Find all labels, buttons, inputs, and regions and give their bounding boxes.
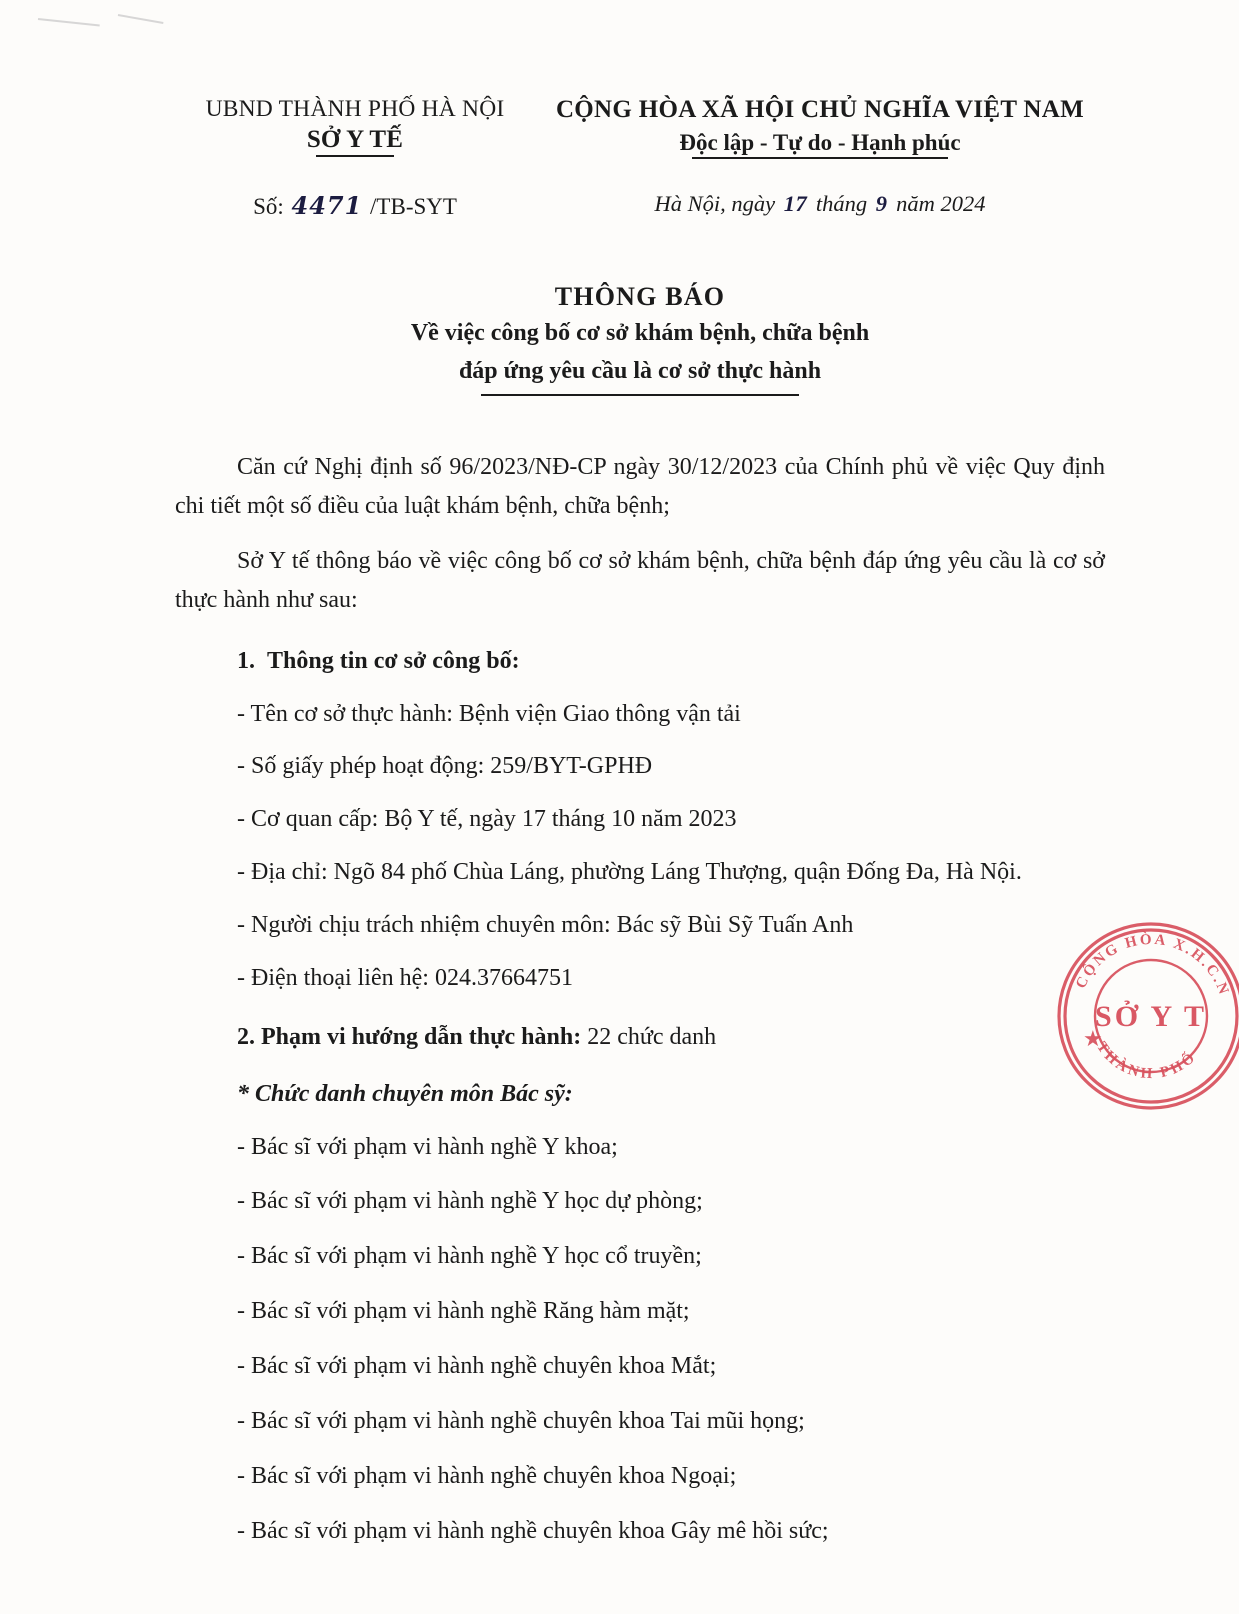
svg-text:THÀNH PHỐ: THÀNH PHỐ bbox=[1093, 1039, 1201, 1083]
date-month-label: tháng bbox=[815, 191, 868, 216]
number-suffix: /TB-SYT bbox=[370, 194, 457, 219]
org-name-label: SỞ Y TẾ bbox=[301, 126, 409, 156]
place-date-block bbox=[535, 191, 1105, 220]
number-value: 4471 bbox=[291, 191, 363, 220]
date-month-value: 9 bbox=[875, 191, 888, 216]
title-subline-1: Về việc công bố cơ sở khám bệnh, chữa bệnh bbox=[410, 320, 870, 346]
list-item: - Bác sĩ với phạm vi hành nghề Y học dự phòng; bbox=[237, 1188, 703, 1215]
facility-name-item: - Tên cơ sở thực hành: Bệnh viện Giao thông vận tải bbox=[237, 700, 741, 727]
section-2-title: Phạm vi hướng dẫn thực hành: bbox=[261, 1023, 582, 1050]
address-item: - Địa chỉ: Ngõ 84 phố Chùa Láng, phường Láng Thượng, quận Đống Đa, Hà Nội. bbox=[237, 859, 1022, 886]
responsible-person-item: - Người chịu trách nhiệm chuyên môn: Bác sỹ Bùi Sỹ Tuấn Anh bbox=[237, 912, 854, 939]
paragraph-announcement: Sở Y tế thông báo về việc công bố cơ sở khám bệnh, chữa bệnh đáp ứng yêu cầu là cơ sở thực hành như sau: bbox=[175, 547, 1105, 613]
national-heading-block bbox=[535, 96, 1105, 159]
issuing-agency-item: - Cơ quan cấp: Bộ Y tế, ngày 17 tháng 10 năm 2023 bbox=[237, 806, 737, 833]
title-divider bbox=[481, 394, 799, 396]
role-group-heading: * Chức danh chuyên môn Bác sỹ: bbox=[237, 1080, 573, 1107]
paragraph-legal-basis: Căn cứ Nghị định số 96/2023/NĐ-CP ngày 30/12/2023 của Chính phủ về việc Quy định chi tiết một số điều của luật khám bệnh, chữa bệnh; bbox=[175, 454, 1105, 520]
list-item: - Bác sĩ với phạm vi hành nghề chuyên khoa Ngoại; bbox=[237, 1462, 737, 1489]
document-title-block bbox=[175, 282, 1105, 396]
section-1-title: Thông tin cơ sở công bố: bbox=[267, 647, 520, 674]
section-1-number: 1. bbox=[237, 647, 255, 674]
document-header bbox=[175, 0, 1105, 159]
list-item: - Bác sĩ với phạm vi hành nghề chuyên khoa Gây mê hồi sức; bbox=[237, 1517, 829, 1544]
date-year-label: năm bbox=[896, 191, 935, 216]
page-title: THÔNG BÁO bbox=[554, 282, 726, 311]
issuing-authority-block bbox=[175, 96, 535, 159]
national-motto-label: Độc lập - Tự do - Hạnh phúc bbox=[671, 130, 968, 159]
list-item: - Bác sĩ với phạm vi hành nghề Y khoa; bbox=[237, 1133, 618, 1160]
document-content bbox=[175, 0, 1105, 1567]
title-subline-2: đáp ứng yêu cầu là cơ sở thực hành bbox=[458, 357, 822, 384]
license-number-item: - Số giấy phép hoạt động: 259/BYT-GPHĐ bbox=[237, 753, 653, 780]
svg-text:CỘNG HÒA X.H.C.N: CỘNG HÒA X.H.C.N bbox=[1073, 931, 1233, 999]
date-day-value: 17 bbox=[783, 191, 808, 216]
phone-item: - Điện thoại liên hệ: 024.37664751 bbox=[237, 964, 573, 991]
document-number-block bbox=[175, 191, 535, 220]
nation-title-label: CỘNG HÒA XÃ HỘI CHỦ NGHĨA VIỆT NAM bbox=[555, 96, 1085, 123]
section-2-value: 22 chức danh bbox=[587, 1023, 717, 1050]
scan-artifact-icon bbox=[118, 14, 164, 24]
number-label: Số: bbox=[253, 194, 284, 219]
list-item: - Bác sĩ với phạm vi hành nghề Răng hàm mặt; bbox=[237, 1298, 690, 1325]
org-parent-label: UBND THÀNH PHỐ HÀ NỘI bbox=[205, 96, 505, 122]
place-date-prefix: Hà Nội, ngày bbox=[654, 191, 776, 216]
document-body bbox=[175, 448, 1105, 1550]
document-meta-row bbox=[175, 191, 1105, 220]
list-item: - Bác sĩ với phạm vi hành nghề chuyên khoa Mắt; bbox=[237, 1353, 717, 1380]
date-year-value: 2024 bbox=[940, 191, 986, 216]
list-item: - Bác sĩ với phạm vi hành nghề Y học cổ truyền; bbox=[237, 1243, 702, 1270]
scan-artifact-icon bbox=[38, 18, 100, 26]
list-item: - Bác sĩ với phạm vi hành nghề chuyên khoa Tai mũi họng; bbox=[237, 1407, 805, 1434]
svg-text:★: ★ bbox=[1083, 1026, 1103, 1051]
section-1-heading bbox=[175, 642, 1105, 681]
section-2-heading bbox=[175, 1018, 1105, 1057]
section-2-number: 2. bbox=[237, 1023, 255, 1050]
svg-text:SỞ Y T: SỞ Y T bbox=[1095, 1000, 1207, 1033]
